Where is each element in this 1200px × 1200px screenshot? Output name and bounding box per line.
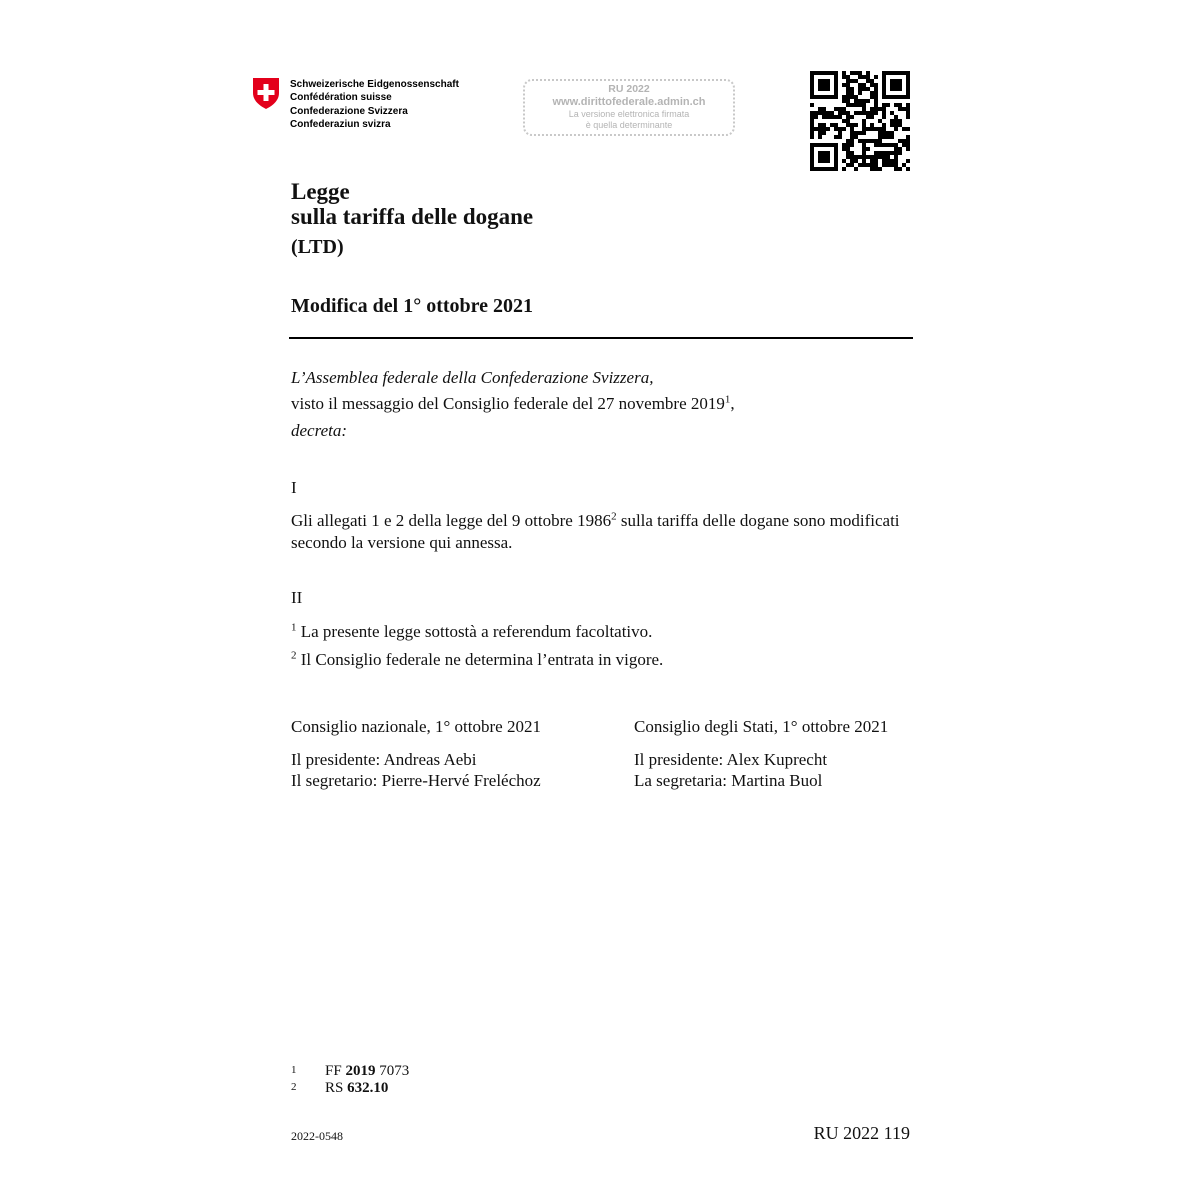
footnote-1 (291, 1063, 409, 1080)
signature-right-president: Il presidente: Alex Kuprecht (634, 750, 828, 769)
paragraph-number-1: 1 (291, 621, 297, 634)
stamp-note-1: La versione elettronica firmata (568, 109, 690, 119)
signature-right-secretary: La segretaria: Martina Buol (634, 771, 823, 790)
footnote-1-text (325, 1063, 409, 1080)
section-2-paragraph-1 (291, 621, 652, 643)
footnote-2-number-ref: 632.10 (347, 1080, 389, 1096)
signature-left-president: Il presidente: Andreas Aebi (291, 750, 477, 769)
footnote-1-year: 2019 (345, 1063, 376, 1079)
footnotes (291, 1063, 409, 1097)
confed-name-fr: Confédération suisse (290, 92, 392, 104)
preamble-decree: decreta: (291, 421, 348, 440)
footnote-1-prefix: FF (325, 1063, 346, 1079)
section-2-paragraph-2 (291, 649, 663, 671)
law-title (291, 179, 533, 229)
law-abbreviation: (LTD) (291, 236, 344, 258)
publication-stamp (523, 79, 735, 136)
section-1-heading: I (291, 478, 297, 497)
signature-left-secretary: Il segretario: Pierre-Hervé Freléchoz (291, 771, 541, 790)
law-title-line-2: sulla tariffa delle dogane (291, 204, 534, 229)
footnote-ref-2: 2 (611, 510, 617, 523)
footnote-2 (291, 1080, 409, 1097)
footnote-ref-1: 1 (724, 393, 731, 406)
preamble-message-text: visto il messaggio del Consiglio federale del 27 novembre 2019 (291, 394, 725, 413)
stamp-website: www.dirittofederale.admin.ch (552, 96, 706, 108)
preamble-message (291, 393, 735, 415)
confed-name-de: Schweizerische Eidgenossenschaft (290, 79, 459, 90)
qr-code-modules (810, 71, 910, 171)
signature-right-heading: Consiglio degli Stati, 1° ottobre 2021 (634, 717, 889, 736)
signature-council-of-states (634, 716, 934, 791)
signature-left-heading: Consiglio nazionale, 1° ottobre 2021 (291, 717, 541, 736)
footnote-1-page: 7073 (375, 1063, 410, 1079)
section-1-text-b: sulla tariffa delle dogane sono modificati secondo la versione qui annessa. (291, 511, 900, 552)
section-2-heading: II (291, 588, 303, 607)
stamp-edition: RU 2022 (608, 83, 650, 95)
confed-name-rm: Confederaziun svizra (290, 119, 391, 131)
confederation-names (290, 78, 459, 132)
confed-name-it: Confederazione Svizzera (290, 105, 408, 117)
qr-code (810, 71, 910, 171)
swiss-shield-logo (252, 77, 280, 110)
paragraph-2-text: Il Consiglio federale ne determina l’entrata in vigore. (296, 650, 664, 669)
publication-reference: RU 2022 119 (813, 1123, 910, 1143)
title-divider (289, 337, 913, 339)
amendment-date: Modifica del 1° ottobre 2021 (291, 295, 534, 317)
preamble-assembly: L’Assemblea federale della Confederazione Svizzera, (291, 368, 654, 387)
section-1-text-a: Gli allegati 1 e 2 della legge del 9 ottobre 1986 (291, 511, 612, 530)
preamble-message-end: , (730, 394, 735, 413)
footnote-1-number: 1 (291, 1064, 297, 1076)
section-1-text (291, 510, 913, 554)
stamp-note-2: è quella determinante (585, 120, 673, 130)
paragraph-number-2: 2 (291, 649, 297, 662)
signature-national-council (291, 716, 591, 791)
document-number: 2022-0548 (291, 1129, 343, 1143)
footnote-2-number: 2 (291, 1081, 297, 1093)
law-title-line-1: Legge (291, 179, 350, 204)
footnote-2-text (325, 1080, 388, 1097)
paragraph-1-text: La presente legge sottostà a referendum facoltativo. (296, 622, 653, 641)
footnote-2-prefix: RS (325, 1080, 348, 1096)
